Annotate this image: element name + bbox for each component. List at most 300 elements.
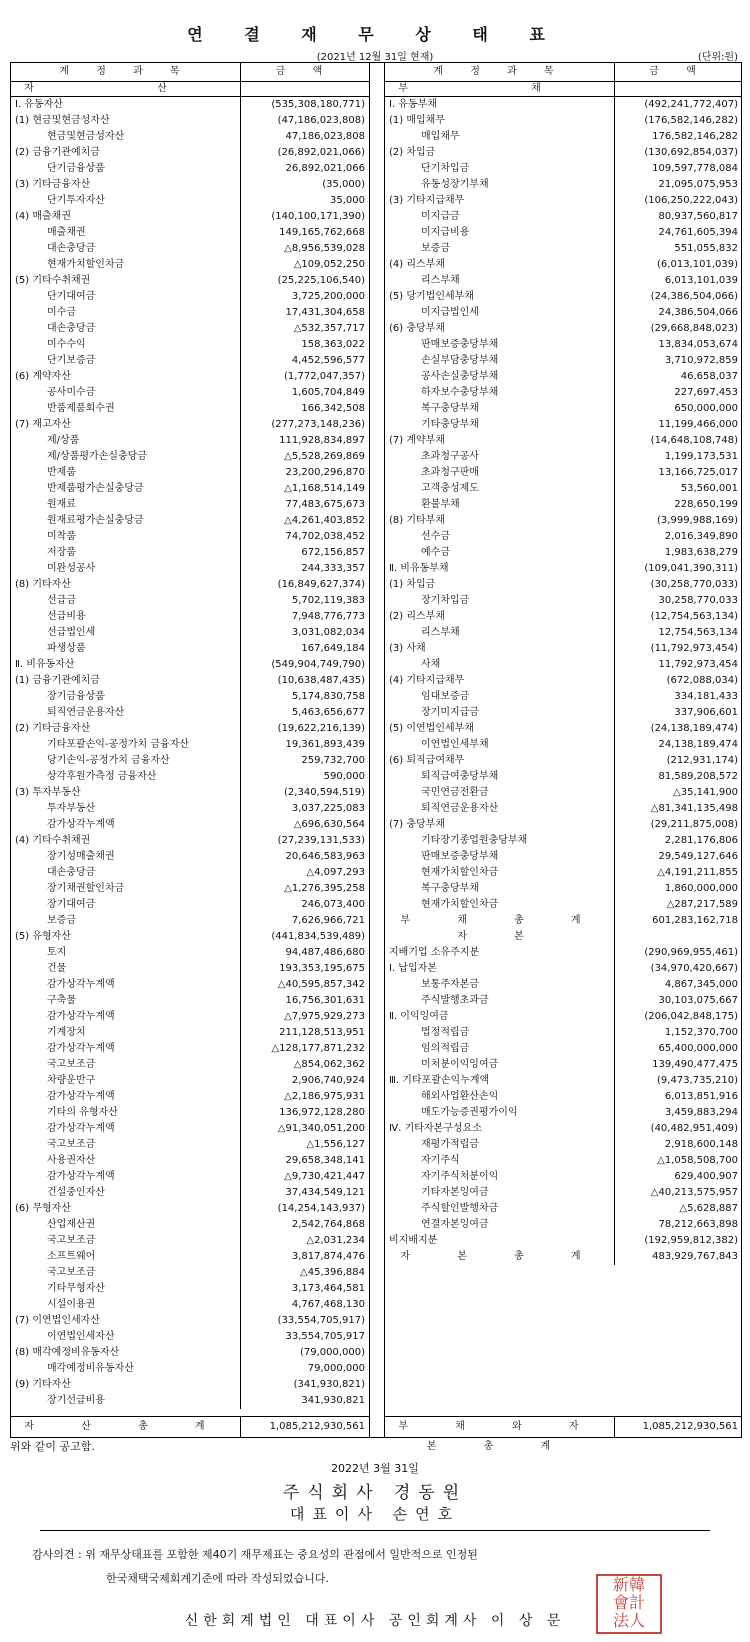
- table-row: [11, 177, 369, 193]
- account-name: (2) 차입금: [385, 145, 615, 161]
- amount-header: 금 액: [275, 66, 335, 77]
- table-row: [385, 657, 742, 673]
- account-amount: 35,000: [330, 195, 365, 206]
- account-name: 미완성공사: [11, 561, 241, 577]
- account-name: 유동성장기부채: [385, 177, 615, 193]
- table-row: [385, 545, 742, 561]
- account-amount: 17,431,304,658: [285, 307, 365, 318]
- table-row: [11, 193, 369, 209]
- account-name: 미지급법인세: [385, 305, 615, 321]
- account-amount: 139,490,477,475: [652, 1059, 738, 1070]
- account-name: 매입채무: [385, 129, 615, 145]
- table-row: [11, 897, 369, 913]
- table-row: [11, 145, 369, 161]
- table-row: [11, 1233, 369, 1249]
- table-row: [11, 1361, 369, 1377]
- account-amount: 24,138,189,474: [658, 739, 738, 750]
- account-amount: 5,463,656,677: [291, 707, 365, 718]
- table-row: [385, 225, 742, 241]
- account-name: 퇴직연금운용자산: [385, 801, 615, 817]
- account-amount: 176,582,146,282: [652, 131, 738, 142]
- account-amount: 483,929,767,843: [652, 1251, 738, 1262]
- table-row: [11, 593, 369, 609]
- account-name: 자 본 총 계: [385, 1249, 615, 1265]
- table-row: [11, 609, 369, 625]
- account-name: 임대보증금: [385, 689, 615, 705]
- account-amount: 24,761,605,394: [658, 227, 738, 238]
- account-amount: 5,174,830,758: [291, 691, 365, 702]
- table-row: [385, 705, 742, 721]
- account-name: 건설중인자산: [11, 1185, 241, 1201]
- table-row: [385, 865, 742, 881]
- account-amount: 29,549,127,646: [658, 851, 738, 862]
- table-row: [385, 193, 742, 209]
- table-row: [11, 353, 369, 369]
- table-row: [385, 881, 742, 897]
- account-name: 선급금: [11, 593, 241, 609]
- account-name: 해외사업환산손익: [385, 1089, 615, 1105]
- account-amount: (14,648,108,748): [650, 435, 738, 446]
- table-row: [385, 209, 742, 225]
- account-name: 보통주자본금: [385, 977, 615, 993]
- table-row: [11, 929, 369, 945]
- account-amount: (12,754,563,134): [650, 611, 738, 622]
- table-row: [385, 289, 742, 305]
- liabilities-section-label: 부 채: [385, 82, 615, 96]
- account-amount: △9,730,421,447: [284, 1171, 365, 1182]
- account-amount: 33,554,705,917: [285, 1331, 365, 1342]
- account-amount: (212,931,174): [666, 755, 738, 766]
- account-amount: (277,273,148,236): [271, 419, 365, 430]
- table-row: [11, 833, 369, 849]
- account-name: (8) 매각예정비유동자산: [11, 1345, 241, 1361]
- account-amount: △128,177,871,232: [271, 1043, 365, 1054]
- account-name: 장기대여금: [11, 897, 241, 913]
- account-name: 제/상품: [11, 433, 241, 449]
- table-row: [11, 977, 369, 993]
- account-name: 기타장기종업원충당부채: [385, 833, 615, 849]
- account-name: 자기주식: [385, 1153, 615, 1169]
- account-amount: △1,276,395,258: [284, 883, 365, 894]
- account-name: 매각예정비유동자산: [11, 1361, 241, 1377]
- table-row: [11, 625, 369, 641]
- account-amount: (19,622,216,139): [277, 723, 365, 734]
- table-row: [11, 241, 369, 257]
- account-name: 소프트웨어: [11, 1249, 241, 1265]
- table-row: [385, 1233, 742, 1249]
- account-name: 매출채권: [11, 225, 241, 241]
- account-name: 대손충당금: [11, 321, 241, 337]
- account-name: 감가상각누계액: [11, 1041, 241, 1057]
- account-name: 투자부동산: [11, 801, 241, 817]
- table-row: [11, 1345, 369, 1361]
- table-row: [385, 817, 742, 833]
- account-amount: △7,975,929,273: [284, 1011, 365, 1022]
- account-amount: 193,353,195,675: [279, 963, 365, 974]
- account-name: 판매보증충당부채: [385, 849, 615, 865]
- report-date: (2021년 12월 31일 현재): [316, 52, 434, 63]
- account-amount: 337,906,601: [674, 707, 738, 718]
- table-row: [11, 1041, 369, 1057]
- account-amount: △1,556,127: [306, 1139, 365, 1150]
- section-header: [11, 82, 369, 97]
- account-amount: (29,211,875,008): [650, 819, 738, 830]
- account-name: (3) 사채: [385, 641, 615, 657]
- page-title: 연 결 재 무 상 태 표: [187, 25, 563, 44]
- table-row: [11, 289, 369, 305]
- account-amount: 4,452,596,577: [291, 355, 365, 366]
- account-amount: (206,042,848,175): [644, 1011, 738, 1022]
- table-row: [11, 785, 369, 801]
- account-name: 주식할인발행차금: [385, 1201, 615, 1217]
- account-name: 기타자본잉여금: [385, 1185, 615, 1201]
- account-name: (5) 유형자산: [11, 929, 241, 945]
- account-name: 복구충당부채: [385, 881, 615, 897]
- account-name: Ⅰ. 납입자본: [385, 961, 615, 977]
- account-amount: 109,597,778,084: [652, 163, 738, 174]
- table-row: [385, 1169, 742, 1185]
- account-name: (6) 충당부채: [385, 321, 615, 337]
- account-name: (9) 기타자산: [11, 1377, 241, 1393]
- audit-opinion-line2: 한국채택국제회계기준에 따라 작성되었습니다.: [106, 1572, 330, 1585]
- table-row: [11, 129, 369, 145]
- account-amount: △696,630,564: [293, 819, 365, 830]
- table-row: [11, 881, 369, 897]
- account-amount: 53,560,001: [680, 483, 738, 494]
- table-row: [385, 513, 742, 529]
- table-row: [11, 97, 369, 113]
- table-row: [385, 529, 742, 545]
- account-name: (6) 퇴직급여채무: [385, 753, 615, 769]
- account-amount: 3,817,874,476: [291, 1251, 365, 1262]
- account-name: 국고보조금: [11, 1137, 241, 1153]
- table-row: [385, 1217, 742, 1233]
- account-name: 감가상각누계액: [11, 1121, 241, 1137]
- account-amount: 158,363,022: [301, 339, 365, 350]
- table-row: [385, 993, 742, 1009]
- account-name: 장기성매출채권: [11, 849, 241, 865]
- account-name: 초과청구공사: [385, 449, 615, 465]
- account-name: 국민연금전환금: [385, 785, 615, 801]
- account-name: (7) 충당부채: [385, 817, 615, 833]
- table-row: [11, 225, 369, 241]
- account-name: 감가상각누계액: [11, 1009, 241, 1025]
- account-name: 기타포괄손익-공정가치 금융자산: [11, 737, 241, 753]
- table-row: [11, 273, 369, 289]
- table-row: [11, 1265, 369, 1281]
- account-amount: 5,702,119,383: [291, 595, 365, 606]
- table-row: [385, 801, 742, 817]
- table-row: [11, 417, 369, 433]
- account-name: 기타무형자산: [11, 1281, 241, 1297]
- assets-total-row: [11, 1416, 369, 1437]
- account-name: (5) 기타수취채권: [11, 273, 241, 289]
- account-amount: △2,186,975,931: [284, 1091, 365, 1102]
- table-row: [385, 97, 742, 113]
- assets-column: [11, 63, 370, 1437]
- account-amount: (2,340,594,519): [284, 787, 365, 798]
- account-name: 원재료평가손실충당금: [11, 513, 241, 529]
- table-row: [11, 1089, 369, 1105]
- account-amount: (24,138,189,474): [650, 723, 738, 734]
- table-row: [11, 401, 369, 417]
- table-row: [385, 833, 742, 849]
- account-name: 기계장치: [11, 1025, 241, 1041]
- account-amount: 244,333,357: [301, 563, 365, 574]
- table-row: [385, 897, 742, 913]
- account-amount: 551,055,832: [674, 243, 738, 254]
- table-row: [11, 1281, 369, 1297]
- table-row: [11, 737, 369, 753]
- table-row: [385, 1073, 742, 1089]
- table-row: [11, 1393, 369, 1409]
- account-name: 미수수익: [11, 337, 241, 353]
- account-amount: 37,434,549,121: [285, 1187, 365, 1198]
- account-name: 미수금: [11, 305, 241, 321]
- table-row: [11, 1249, 369, 1265]
- table-row: [11, 1169, 369, 1185]
- table-row: [385, 337, 742, 353]
- account-amount: (33,554,705,917): [277, 1315, 365, 1326]
- account-amount: (26,892,021,066): [277, 147, 365, 158]
- table-row: [385, 385, 742, 401]
- auditor-signature: 신한회계법인 대표이사 공인회계사 이 상 문: [184, 1613, 566, 1629]
- table-row: [11, 481, 369, 497]
- table-row: [11, 369, 369, 385]
- account-amount: 2,542,764,868: [291, 1219, 365, 1230]
- account-amount: △109,052,250: [293, 259, 365, 270]
- account-amount: (130,692,854,037): [644, 147, 738, 158]
- table-row: [11, 1057, 369, 1073]
- table-row: [385, 129, 742, 145]
- total-value: 1,085,212,930,561: [269, 1421, 365, 1432]
- table-row: [385, 1153, 742, 1169]
- account-name: 사채: [385, 657, 615, 673]
- table-row: [385, 353, 742, 369]
- account-name: 대손충당금: [11, 241, 241, 257]
- account-name: 공사미수금: [11, 385, 241, 401]
- table-row: [385, 945, 742, 961]
- account-name: (5) 당기법인세부채: [385, 289, 615, 305]
- account-name: (2) 금융기관예치금: [11, 145, 241, 161]
- table-row: [11, 161, 369, 177]
- account-name: 현금및현금성자산: [11, 129, 241, 145]
- account-name: 반제품: [11, 465, 241, 481]
- account-header: 계 정 과 목: [11, 63, 241, 81]
- account-name: 하자보수충당부채: [385, 385, 615, 401]
- account-amount: 20,646,583,963: [285, 851, 365, 862]
- table-row: [11, 1073, 369, 1089]
- account-amount: 80,937,560,817: [658, 211, 738, 222]
- table-row: [11, 337, 369, 353]
- table-row: [385, 561, 742, 577]
- table-row: [11, 801, 369, 817]
- account-amount: 136,972,128,280: [279, 1107, 365, 1118]
- table-row: [385, 609, 742, 625]
- account-amount: 7,948,776,773: [291, 611, 365, 622]
- table-row: [11, 1329, 369, 1345]
- table-row: [385, 145, 742, 161]
- account-name: (4) 기타수취채권: [11, 833, 241, 849]
- account-name: (3) 기타지급채무: [385, 193, 615, 209]
- account-amount: (140,100,171,390): [271, 211, 365, 222]
- account-amount: 3,173,464,581: [291, 1283, 365, 1294]
- account-name: 감가상각누계액: [11, 1089, 241, 1105]
- account-name: 장기미지급금: [385, 705, 615, 721]
- table-row: [385, 417, 742, 433]
- table-row: [11, 689, 369, 705]
- table-row: [385, 481, 742, 497]
- account-name: 대손충당금: [11, 865, 241, 881]
- account-amount: 21,095,075,953: [658, 179, 738, 190]
- account-name: (7) 이연법인세자산: [11, 1313, 241, 1329]
- account-amount: 4,767,468,130: [291, 1299, 365, 1310]
- account-name: 주식발행초과금: [385, 993, 615, 1009]
- account-name: 차량운반구: [11, 1073, 241, 1089]
- table-row: [11, 961, 369, 977]
- account-name: Ⅱ. 비유동부채: [385, 561, 615, 577]
- account-amount: (3,999,988,169): [657, 515, 738, 526]
- account-amount: (29,668,848,023): [650, 323, 738, 334]
- table-row: [11, 1185, 369, 1201]
- account-name: 장기금융상품: [11, 689, 241, 705]
- ceo-name: 대표이사 손연호: [289, 1505, 461, 1523]
- table-row: [11, 753, 369, 769]
- account-amount: (10,638,487,435): [277, 675, 365, 686]
- account-amount: 13,166,725,017: [658, 467, 738, 478]
- account-name: 미착품: [11, 529, 241, 545]
- table-row: [385, 305, 742, 321]
- account-amount: 601,283,162,718: [652, 915, 738, 926]
- account-amount: (35,000): [322, 179, 365, 190]
- table-row: [385, 1025, 742, 1041]
- account-name: 국고보조금: [11, 1233, 241, 1249]
- account-name: 저장품: [11, 545, 241, 561]
- account-amount: (109,041,390,311): [644, 563, 738, 574]
- table-row: [11, 849, 369, 865]
- table-row: [385, 1201, 742, 1217]
- account-amount: 149,165,762,668: [279, 227, 365, 238]
- account-name: 원재료: [11, 497, 241, 513]
- account-name: 임의적립금: [385, 1041, 615, 1057]
- account-name: 현재가치할인차금: [385, 865, 615, 881]
- account-amount: (672,088,034): [666, 675, 738, 686]
- account-name: 선급비용: [11, 609, 241, 625]
- account-amount: 11,792,973,454: [658, 659, 738, 670]
- account-amount: △4,191,211,855: [657, 867, 738, 878]
- account-name: 단기금융상품: [11, 161, 241, 177]
- table-row: [11, 513, 369, 529]
- table-row: [11, 1025, 369, 1041]
- account-amount: 65,400,000,000: [658, 1043, 738, 1054]
- account-amount: 259,732,700: [301, 755, 365, 766]
- account-amount: 111,928,834,897: [279, 435, 365, 446]
- account-amount: (290,969,955,461): [644, 947, 738, 958]
- account-amount: 47,186,023,808: [285, 131, 365, 142]
- account-name: 환불부채: [385, 497, 615, 513]
- account-amount: 46,658,037: [680, 371, 738, 382]
- account-amount: 94,487,486,680: [285, 947, 365, 958]
- account-amount: △1,058,508,700: [657, 1155, 738, 1166]
- table-row: [385, 177, 742, 193]
- divider: [40, 1530, 710, 1531]
- table-row: [11, 1121, 369, 1137]
- assets-rows: [11, 97, 369, 1417]
- assets-section-label: 자 산: [11, 82, 241, 96]
- account-name: 판매보증충당부채: [385, 337, 615, 353]
- table-row: [11, 769, 369, 785]
- account-amount: (492,241,772,407): [644, 99, 738, 110]
- account-amount: (30,258,770,033): [650, 579, 738, 590]
- account-amount: △4,097,293: [306, 867, 365, 878]
- account-amount: △8,956,539,028: [284, 243, 365, 254]
- table-row: [11, 1009, 369, 1025]
- total-label: 자 산 총 계: [11, 1417, 241, 1437]
- account-amount: 3,725,200,000: [291, 291, 365, 302]
- table-row: [385, 1105, 742, 1121]
- account-name: (3) 투자부동산: [11, 785, 241, 801]
- account-name: 고객충성제도: [385, 481, 615, 497]
- account-name: (1) 금융기관예치금: [11, 673, 241, 689]
- table-row: [11, 1137, 369, 1153]
- table-row: [385, 577, 742, 593]
- account-amount: 2,281,176,806: [664, 835, 738, 846]
- table-row: [385, 641, 742, 657]
- total-value: 1,085,212,930,561: [642, 1421, 738, 1432]
- account-amount: (192,959,812,382): [644, 1235, 738, 1246]
- account-amount: 3,031,082,034: [291, 627, 365, 638]
- account-name: (7) 계약부채: [385, 433, 615, 449]
- account-amount: 30,103,075,667: [658, 995, 738, 1006]
- table-row: [385, 961, 742, 977]
- table-row: [11, 433, 369, 449]
- account-amount: 11,199,466,000: [658, 419, 738, 430]
- table-row: [11, 993, 369, 1009]
- account-amount: △2,031,234: [306, 1235, 365, 1246]
- account-amount: (25,225,106,540): [277, 275, 365, 286]
- account-name: 복구충당부채: [385, 401, 615, 417]
- account-amount: (11,792,973,454): [650, 643, 738, 654]
- account-name: 시설이용권: [11, 1297, 241, 1313]
- account-amount: [615, 929, 742, 945]
- table-row: [11, 1217, 369, 1233]
- account-amount: △5,628,887: [679, 1203, 738, 1214]
- account-amount: 12,754,563,134: [658, 627, 738, 638]
- account-amount: (176,582,146,282): [644, 115, 738, 126]
- company-name: 주식회사 경동원: [282, 1483, 468, 1503]
- account-name: (1) 차입금: [385, 577, 615, 593]
- table-row: [11, 305, 369, 321]
- account-amount: (47,186,023,808): [277, 115, 365, 126]
- account-name: Ⅱ. 이익잉여금: [385, 1009, 615, 1025]
- account-name: 반제품평가손실충당금: [11, 481, 241, 497]
- account-name: (8) 기타부채: [385, 513, 615, 529]
- account-name: 자 본: [385, 929, 615, 945]
- liabilities-equity-column: [384, 63, 742, 1452]
- account-name: 기타충당부채: [385, 417, 615, 433]
- account-name: 퇴직연금운용자산: [11, 705, 241, 721]
- table-row: [385, 849, 742, 865]
- table-row: [385, 1089, 742, 1105]
- account-amount: (106,250,222,043): [644, 195, 738, 206]
- account-name: 보증금: [11, 913, 241, 929]
- table-row: [11, 113, 369, 129]
- account-name: 장기차입금: [385, 593, 615, 609]
- table-row: [385, 673, 742, 689]
- table-row: [385, 401, 742, 417]
- account-amount: (549,904,749,790): [271, 659, 365, 670]
- account-name: (4) 리스부채: [385, 257, 615, 273]
